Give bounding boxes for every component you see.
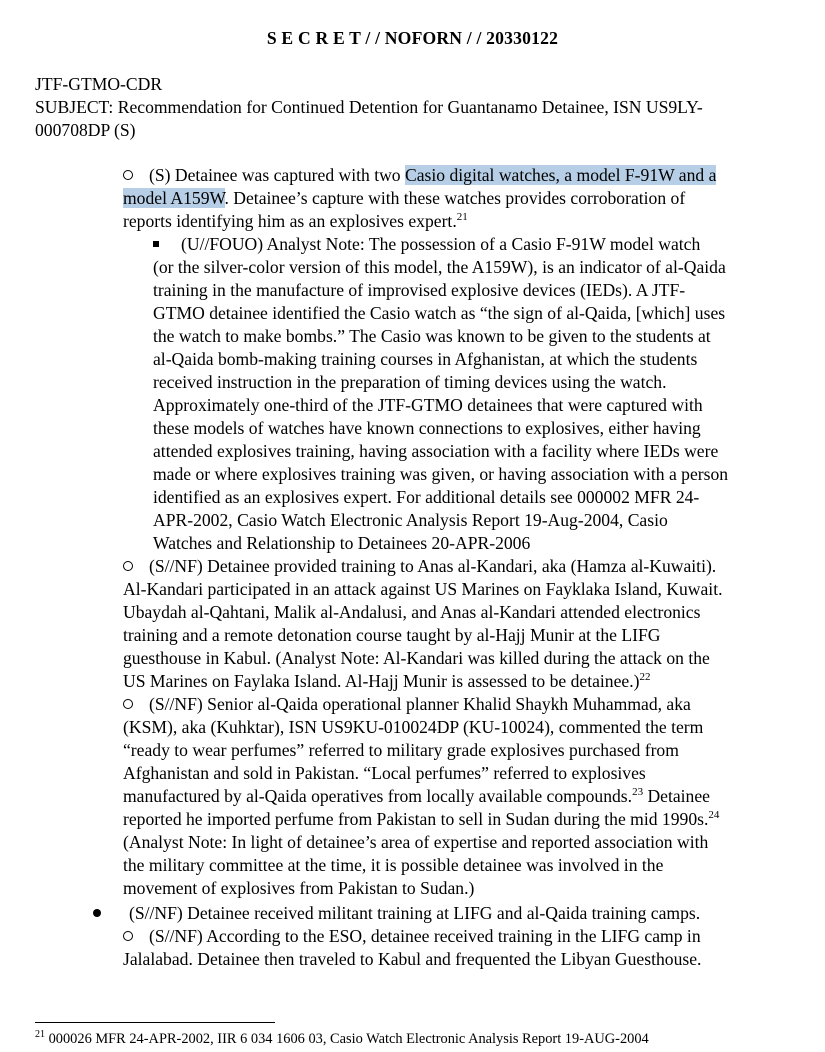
text-line: training in the manufacture of improvised explosive devices (IEDs). A JTF- — [153, 280, 686, 300]
text-line: Afghanistan and sold in Pakistan. “Local perfumes” referred to explosives — [123, 763, 646, 783]
paragraph-analyst-note-casio — [153, 233, 728, 555]
footnote-ref: 23 — [632, 786, 644, 799]
paragraph-ksm-perfumes — [123, 693, 719, 900]
circle-bullet-icon — [123, 931, 133, 941]
classification-banner: S E C R E T / / NOFORN / / 20330122 — [266, 28, 559, 48]
footnote-21: $^{21}$ 000026 MFR 24-APR-2002, IIR 6 034 1606 03, Casio Watch Electronic Analysis Report 19-AUG-2004 — [35, 1029, 649, 1047]
header-from: JTF-GTMO-CDR — [35, 74, 163, 94]
text-line: attended explosives training, having association with a facility where IEDs were — [153, 441, 719, 461]
text-line: (KSM), aka (Kuhktar), ISN US9KU-010024DP (KU-10024), commented the term — [123, 717, 704, 737]
paragraph-casio-capture — [123, 164, 716, 233]
paragraph-eso-training — [123, 925, 701, 971]
text-line: (S) Detainee was captured with two Casio digital watches, a model F-91W and a — [123, 164, 716, 187]
memo-header — [35, 73, 815, 142]
text-line: US Marines on Faylaka Island. Al-Hajj Munir is assessed to be detainee.)$^{22}$ — [123, 671, 651, 691]
text-line: (S//NF) Detainee provided training to Anas al-Kandari, aka (Hamza al-Kuwaiti). — [123, 555, 722, 578]
text-line: reports identifying him as an explosives expert.$^{21}$ — [123, 211, 468, 231]
text-line: the military committee at the time, it is possible detainee was involved in the — [123, 855, 664, 875]
text-line: model A159W. Detainee’s capture with these watches provides corroboration of — [123, 188, 686, 208]
text-line: (or the silver-color version of this model, the A159W), is an indicator of al-Qaida — [153, 257, 726, 277]
text-line: these models of watches have known connections to explosives, either having — [153, 418, 701, 438]
text-line: Watches and Relationship to Detainees 20-APR-2006 — [153, 533, 531, 553]
header-subject-line2: 000708DP (S) — [35, 120, 136, 140]
text-line: Ubaydah al-Qahtani, Malik al-Andalusi, and Anas al-Kandari attended electronics — [123, 602, 701, 622]
text-line: movement of explosives from Pakistan to Sudan.) — [123, 878, 475, 898]
highlighted-text[interactable]: model A159W — [123, 188, 225, 208]
footnote-ref: 22 — [639, 671, 651, 684]
text-line: made or where explosives training was given, or having association with a person — [153, 464, 729, 484]
text-line: manufactured by al-Qaida operatives from locally available compounds.$^{23}$ Detainee — [123, 786, 710, 806]
footnote-ref: 21 — [456, 211, 468, 224]
text-line: (Analyst Note: In light of detainee’s area of expertise and reported association with — [123, 832, 709, 852]
text-line: (U//FOUO) Analyst Note: The possession of a Casio F-91W model watch — [153, 233, 728, 256]
text-line: (S//NF) Detainee received militant training at LIFG and al-Qaida training camps. — [93, 902, 700, 925]
text-line: received instruction in the preparation of timing devices using the watch. — [153, 372, 667, 392]
highlighted-text[interactable]: Casio digital watches, a model F-91W and a — [405, 165, 717, 185]
text-line: training and a remote detonation course taught by al-Hajj Munir at the LIFG — [123, 625, 661, 645]
text-line: reported he imported perfume from Pakistan to sell in Sudan during the mid 1990s.$^{24}$ — [123, 809, 720, 829]
circle-bullet-icon — [123, 561, 133, 571]
text-line: (S//NF) According to the ESO, detainee received training in the LIFG camp in — [123, 925, 701, 948]
paragraph-militant-training — [93, 902, 700, 925]
text-line: (S//NF) Senior al-Qaida operational planner Khalid Shaykh Muhammad, aka — [123, 693, 719, 716]
text-line: Approximately one-third of the JTF-GTMO detainees that were captured with — [153, 395, 703, 415]
footnote-ref: 24 — [708, 809, 720, 822]
circle-bullet-icon — [123, 170, 133, 180]
text-line: identified as an explosives expert. For additional details see 000002 MFR 24- — [153, 487, 700, 507]
text-line: guesthouse in Kabul. (Analyst Note: Al-Kandari was killed during the attack on the — [123, 648, 710, 668]
text-line: al-Qaida bomb-making training courses in Afghanistan, at which the students — [153, 349, 698, 369]
square-bullet-icon — [153, 241, 159, 247]
footnote-divider — [35, 1022, 275, 1023]
text-line: GTMO detainee identified the Casio watch as “the sign of al-Qaida, [which] uses — [153, 303, 726, 323]
paragraph-kandari-training — [123, 555, 722, 693]
text-line: Jalalabad. Detainee then traveled to Kabul and frequented the Libyan Guesthouse. — [123, 949, 702, 969]
header-subject-line1: SUBJECT: Recommendation for Continued Detention for Guantanamo Detainee, ISN US9LY- — [35, 97, 703, 117]
text-line: “ready to wear perfumes” referred to military grade explosives purchased from — [123, 740, 679, 760]
text-line: Al-Kandari participated in an attack against US Marines on Fayklaka Island, Kuwait. — [123, 579, 723, 599]
text-line: APR-2002, Casio Watch Electronic Analysis Report 19-Aug-2004, Casio — [153, 510, 668, 530]
circle-bullet-icon — [123, 699, 133, 709]
text-line: the watch to make bombs.” The Casio was known to be given to the students at — [153, 326, 711, 346]
footnote-number: 21 — [35, 1029, 45, 1041]
disc-bullet-icon — [93, 909, 101, 917]
